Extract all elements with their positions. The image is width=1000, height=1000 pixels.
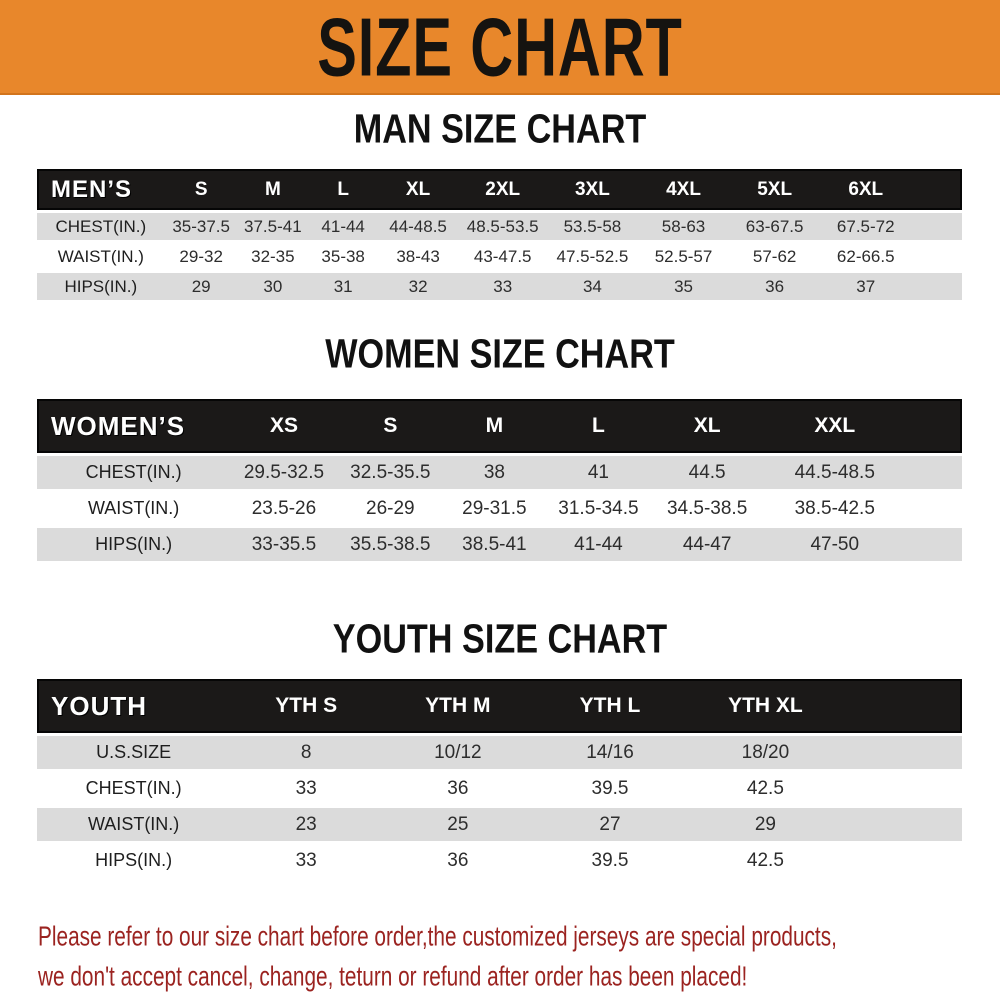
youth-size-header: YTH S — [230, 679, 382, 733]
disclaimer-line-1: Please refer to our size chart before order,the customized jerseys are special products, — [38, 920, 837, 952]
value-cell: 29 — [686, 808, 844, 841]
value-cell: 35-37.5 — [165, 213, 238, 240]
women-size-header: XL — [651, 399, 763, 453]
men-size-header: L — [308, 169, 378, 210]
spacer-cell — [906, 492, 962, 525]
youth-table-label: YOUTH — [37, 679, 230, 733]
value-cell: 26-29 — [338, 492, 443, 525]
value-cell: 38-43 — [378, 243, 458, 270]
spacer-cell — [844, 772, 962, 805]
youth-size-header: YTH XL — [686, 679, 844, 733]
value-cell: 37 — [820, 273, 913, 300]
women-size-table — [37, 396, 962, 564]
value-cell: 67.5-72 — [820, 213, 913, 240]
value-cell: 33 — [230, 772, 382, 805]
value-cell: 14/16 — [534, 736, 687, 769]
value-cell: 38 — [443, 456, 546, 489]
value-cell: 10/12 — [382, 736, 534, 769]
row-label: HIPS(IN.) — [37, 844, 230, 877]
value-cell: 44.5-48.5 — [763, 456, 906, 489]
value-cell: 8 — [230, 736, 382, 769]
value-cell: 35.5-38.5 — [338, 528, 443, 561]
value-cell: 29.5-32.5 — [230, 456, 337, 489]
value-cell: 53.5-58 — [548, 213, 638, 240]
value-cell: 34 — [548, 273, 638, 300]
spacer-cell — [912, 273, 962, 300]
value-cell: 41-44 — [308, 213, 378, 240]
spacer-cell — [844, 844, 962, 877]
men-size-header: 3XL — [548, 169, 638, 210]
value-cell: 58-63 — [637, 213, 730, 240]
value-cell: 47-50 — [763, 528, 906, 561]
women-section-heading — [0, 330, 1000, 377]
youth-size-header: YTH L — [534, 679, 687, 733]
youth-header-row — [37, 679, 962, 733]
value-cell: 33 — [458, 273, 548, 300]
value-cell: 29-31.5 — [443, 492, 546, 525]
men-size-header: XL — [378, 169, 458, 210]
value-cell: 23.5-26 — [230, 492, 337, 525]
row-label: U.S.SIZE — [37, 736, 230, 769]
men-header-row — [37, 169, 962, 210]
value-cell: 36 — [730, 273, 820, 300]
table-row — [37, 528, 962, 561]
table-row — [37, 736, 962, 769]
men-table-label: MEN’S — [37, 169, 165, 210]
row-label: WAIST(IN.) — [37, 492, 230, 525]
value-cell: 57-62 — [730, 243, 820, 270]
table-row — [37, 492, 962, 525]
row-label: CHEST(IN.) — [37, 772, 230, 805]
table-row — [37, 213, 962, 240]
value-cell: 43-47.5 — [458, 243, 548, 270]
value-cell: 31 — [308, 273, 378, 300]
table-row — [37, 273, 962, 300]
value-cell: 44-48.5 — [378, 213, 458, 240]
value-cell: 48.5-53.5 — [458, 213, 548, 240]
spacer-cell — [906, 456, 962, 489]
women-size-header: S — [338, 399, 443, 453]
value-cell: 32.5-35.5 — [338, 456, 443, 489]
value-cell: 36 — [382, 772, 534, 805]
youth-section-heading — [0, 615, 1000, 662]
value-cell: 38.5-41 — [443, 528, 546, 561]
spacer-cell — [906, 528, 962, 561]
women-section-heading-text: WOMEN SIZE CHART — [325, 330, 675, 377]
value-cell: 34.5-38.5 — [651, 492, 763, 525]
table-row — [37, 456, 962, 489]
spacer-cell — [844, 736, 962, 769]
man-section-heading-text: MAN SIZE CHART — [353, 105, 647, 152]
women-table-label: WOMEN’S — [37, 399, 230, 453]
women-size-header: XS — [230, 399, 337, 453]
women-size-header: L — [546, 399, 651, 453]
value-cell: 36 — [382, 844, 534, 877]
value-cell: 32-35 — [238, 243, 308, 270]
value-cell: 41 — [546, 456, 651, 489]
value-cell: 41-44 — [546, 528, 651, 561]
header-spacer — [906, 399, 962, 453]
value-cell: 47.5-52.5 — [548, 243, 638, 270]
value-cell: 52.5-57 — [637, 243, 730, 270]
women-size-header: M — [443, 399, 546, 453]
row-label: WAIST(IN.) — [37, 808, 230, 841]
youth-section-heading-text: YOUTH SIZE CHART — [332, 615, 668, 662]
men-size-header: M — [238, 169, 308, 210]
value-cell: 63-67.5 — [730, 213, 820, 240]
spacer-cell — [912, 243, 962, 270]
value-cell: 32 — [378, 273, 458, 300]
value-cell: 39.5 — [534, 772, 687, 805]
youth-size-header: YTH M — [382, 679, 534, 733]
youth-size-table — [37, 676, 962, 880]
value-cell: 23 — [230, 808, 382, 841]
header-spacer — [844, 679, 962, 733]
row-label: CHEST(IN.) — [37, 456, 230, 489]
spacer-cell — [912, 213, 962, 240]
value-cell: 44-47 — [651, 528, 763, 561]
value-cell: 18/20 — [686, 736, 844, 769]
women-size-header: XXL — [763, 399, 906, 453]
value-cell: 39.5 — [534, 844, 687, 877]
disclaimer-line-2: we don't accept cancel, change, teturn or refund after order has been placed! — [38, 960, 748, 992]
value-cell: 44.5 — [651, 456, 763, 489]
table-row — [37, 844, 962, 877]
men-size-header: 6XL — [820, 169, 913, 210]
table-row — [37, 243, 962, 270]
men-size-table — [37, 166, 962, 303]
row-label: WAIST(IN.) — [37, 243, 165, 270]
value-cell: 31.5-34.5 — [546, 492, 651, 525]
man-section-heading — [0, 105, 1000, 152]
row-label: HIPS(IN.) — [37, 273, 165, 300]
value-cell: 33-35.5 — [230, 528, 337, 561]
value-cell: 30 — [238, 273, 308, 300]
value-cell: 29-32 — [165, 243, 238, 270]
row-label: HIPS(IN.) — [37, 528, 230, 561]
header-spacer — [912, 169, 962, 210]
men-size-header: 4XL — [637, 169, 730, 210]
value-cell: 62-66.5 — [820, 243, 913, 270]
table-row — [37, 808, 962, 841]
value-cell: 35-38 — [308, 243, 378, 270]
row-label: CHEST(IN.) — [37, 213, 165, 240]
table-row — [37, 772, 962, 805]
value-cell: 42.5 — [686, 772, 844, 805]
spacer-cell — [844, 808, 962, 841]
men-size-header: S — [165, 169, 238, 210]
value-cell: 29 — [165, 273, 238, 300]
banner-title: SIZE CHART — [317, 0, 683, 93]
value-cell: 33 — [230, 844, 382, 877]
men-size-header: 5XL — [730, 169, 820, 210]
men-size-header: 2XL — [458, 169, 548, 210]
value-cell: 42.5 — [686, 844, 844, 877]
value-cell: 35 — [637, 273, 730, 300]
value-cell: 38.5-42.5 — [763, 492, 906, 525]
value-cell: 37.5-41 — [238, 213, 308, 240]
value-cell: 27 — [534, 808, 687, 841]
value-cell: 25 — [382, 808, 534, 841]
women-header-row — [37, 399, 962, 453]
size-chart-banner — [0, 0, 1000, 95]
disclaimer-note — [38, 916, 837, 996]
